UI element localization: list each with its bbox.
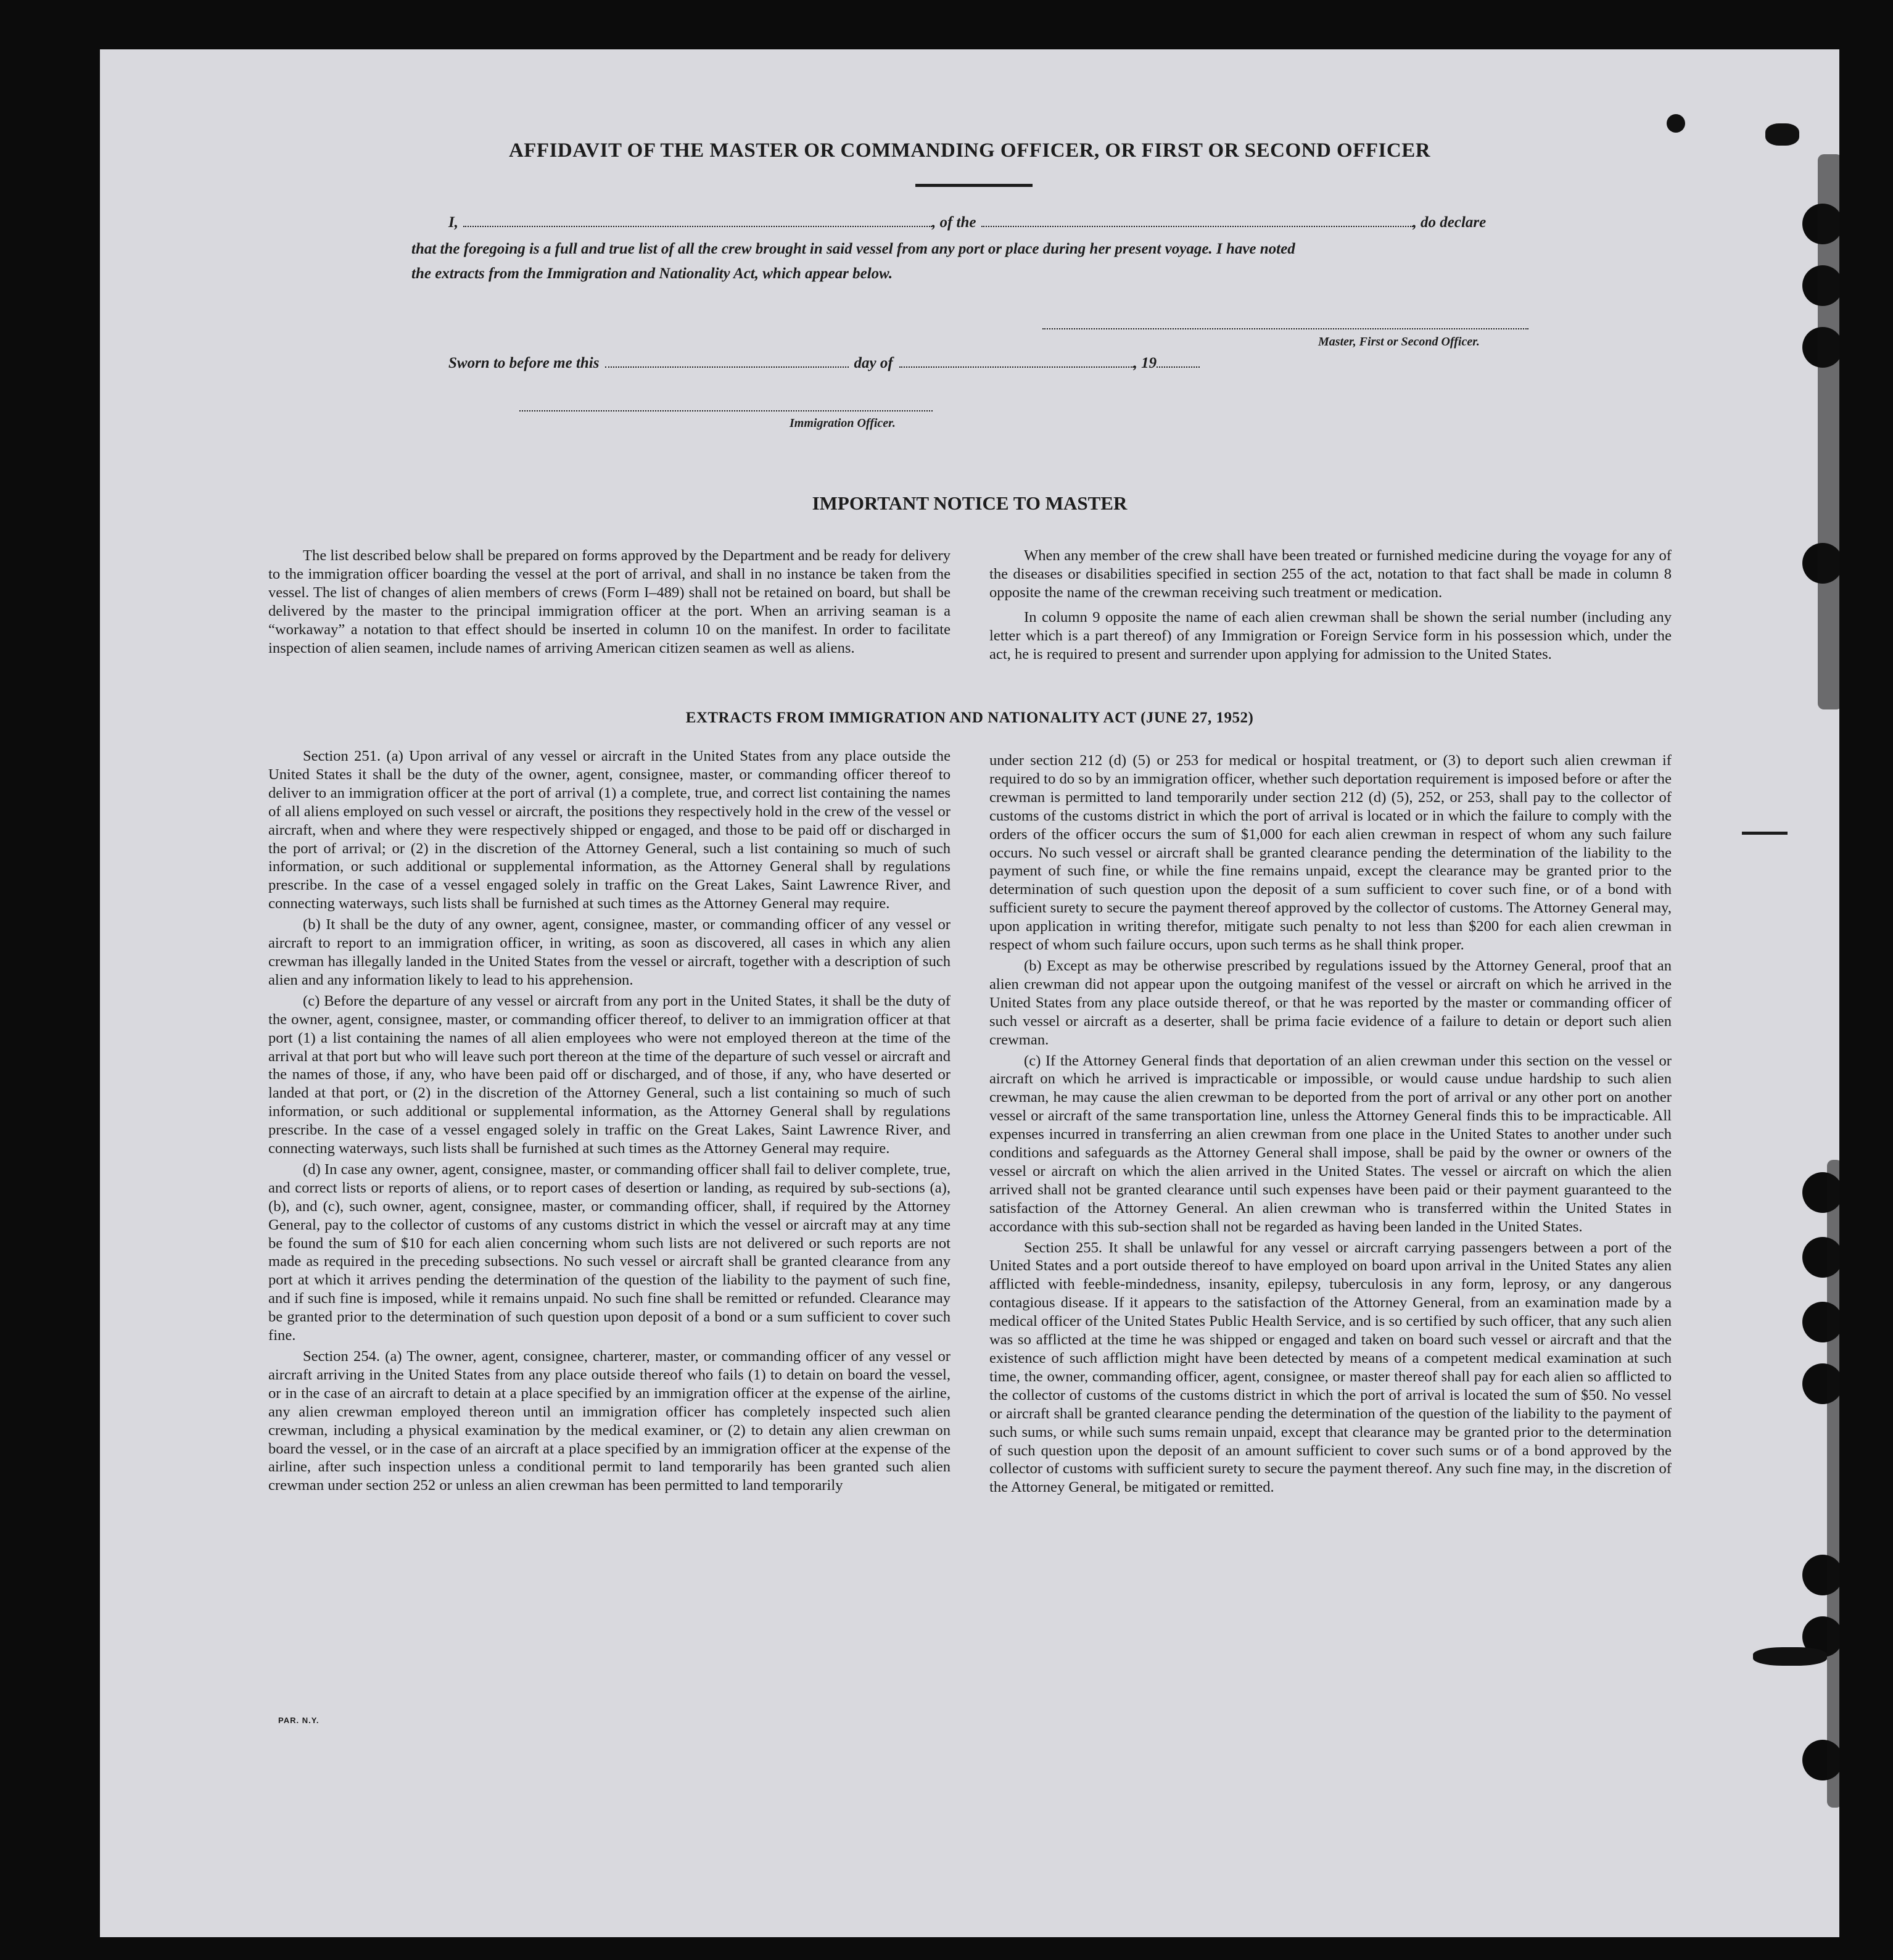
declarant-name-field[interactable] bbox=[463, 215, 932, 227]
section-251-c: (c) Before the departure of any vessel or aircraft from any port in the United States, it shall be the duty of the owner, agent, consignee, master, or commanding officer thereof, to deliver to an immigration officer at that port (1) a list containing the names of all alien employees who were not employed thereon at the time of the arrival at that port but who will leave such port thereon at the time of the departure of such vessel or aircraft and the names of those, if any, who have been paid off or discharged, and of those, if any, who have deserted or landed at that port, or (2) in the discretion of the Attorney General, such a list containing so much of such information, or such additional or supplemental information, as the Attorney General shall by regulations prescribe. In the case of a vessel engaged solely in traffic on the Great Lakes, Saint Lawrence River, and connecting waterways, such lists shall be furnished at such times as the Attorney General may require. bbox=[268, 992, 951, 1157]
section-254-a: Section 254. (a) The owner, agent, consignee, charterer, master, or commanding officer of any vessel or aircraft arriving in the United States from any place outside thereof who fails (1) to detain on board the vessel, or in the case of an aircraft to detain at a place specified by an immigration officer at the expense of the airline, any alien crewman employed thereon until an immigration officer has completely inspected such alien crewman, including a physical examination by the medical examiner, or (2) to detain any alien crewman on board the vessel, or in the case of an aircraft at a place specified by an immigration officer at the expense of the airline, after such inspection unless a conditional permit to land temporarily has been granted such alien crewman under section 252 or unless an alien crewman has been permitted to land temporarily bbox=[268, 1348, 951, 1494]
section-254-a-cont: under section 212 (d) (5) or 253 for medical or hospital treatment, or (3) to deport such alien crewman if required to do so by an immigration officer, whether such deportation requirement is imposed before or after the crewman is permitted to land temporarily under section 212 (d) (5), 252, or 253, shall pay to the collector of customs of the customs district in which the port of arrival is located or in which the failure to comply with the orders of the officer occurs the sum of $1,000 for each alien crewman in respect of whom any such failure occurs. No such vessel or aircraft shall be granted clearance pending the determination of the liability to the payment of such fine, or while the fine remains unpaid, except the clearance may be granted prior to the determination of such question upon the deposit of a sum sufficient to cover such fine, or of a bond with sufficient surety to secure the payment thereof approved by the collector of customs. The Attorney General may, upon application in writing therefor, mitigate such penalty to not less than $200 for each alien crewman in respect of whom such failure occurs, upon such terms as he shall think proper. bbox=[989, 752, 1672, 954]
sworn-day-field[interactable] bbox=[605, 355, 849, 368]
section-251-d: (d) In case any owner, agent, consignee, master, or commanding officer shall fail to deliver complete, true, and correct lists or reports of aliens, or to report cases of desertion or landing, as required by sub-sections (a), (b), and (c), such owner, agent, consignee, master, or commanding officer, shall, if required by the Attorney General, pay to the collector of customs of any customs district in which the vessel or aircraft may at any time be found the sum of $10 for each alien concerning whom such lists are not delivered or such reports are not made as required in the preceding subsections. No such vessel or aircraft shall be granted clearance from any port at which it arrives pending the determination of the question of the liability to the payment of such fine, and if such fine is imposed, while it remains unpaid. No such fine shall be remitted or refunded. Clearance may be granted prior to the determination of such question upon deposit of a bond or a sum sufficient to cover such fine. bbox=[268, 1160, 951, 1344]
section-251-a: Section 251. (a) Upon arrival of any vessel or aircraft in the United States from any place outside the United States it shall be the duty of the owner, agent, consignee, master, or commanding officer thereof to deliver to an immigration officer at the port of arrival (1) a complete, true, and correct list containing the names of all aliens employed on such vessel or aircraft, the positions they respectively hold in the crew of the vessel or aircraft, when and where they were respectively shipped or engaged, and those to be paid off or discharged in the port of arrival; or (2) in the discretion of the Attorney General, such a list containing so much of such information, or such additional or supplemental information, as the Attorney General shall by regulations prescribe. In the case of a vessel engaged solely in traffic on the Great Lakes, Saint Lawrence River, and connecting waterways, such lists shall be furnished at such times as the Attorney General may require. bbox=[268, 748, 951, 912]
notice-title: IMPORTANT NOTICE TO MASTER bbox=[812, 492, 1128, 514]
declaration-i: I, bbox=[448, 214, 458, 231]
section-254-b: (b) Except as may be otherwise prescribed by regulations issued by the Attorney General, proof that an alien crewman did not appear upon the outgoing manifest of the vessel or aircraft on which he arrived in the United States from any place outside thereof, or that he was reported by the master or commanding officer of such vessel or aircraft as a deserter, shall be prima facie evidence of a failure to detain or deport such alien crewman. bbox=[989, 957, 1672, 1048]
sworn-year-field[interactable] bbox=[1157, 355, 1200, 368]
ink-blot bbox=[1667, 114, 1685, 133]
printer-code: PAR. N.Y. bbox=[278, 1716, 320, 1725]
notice-left-paragraph: The list described below shall be prepared on forms approved by the Department and be ready for delivery to the immigration officer boarding the vessel at the port of arrival, and shall in no instance be taken from the vessel. The list of changes of alien members of crews (Form I–489) shall not be retained on board, but shall be delivered by the master to the principal immigration officer at the port. When an arriving seaman is a “workaway” a notation to that effect should be inserted in column 10 on the manifest. In order to facilitate inspection of alien seamen, include names of arriving American citizen seamen as well as aliens. bbox=[268, 547, 951, 656]
extracts-left-column bbox=[268, 747, 951, 1497]
document-page bbox=[100, 49, 1839, 1937]
section-254-c: (c) If the Attorney General finds that deportation of an alien crewman under this section on the vessel or aircraft on which he arrived is impracticable or impossible, or would cause undue hardship to such alien crewman, he may cause the alien crewman to be deported from the port of arrival or any other port on another vessel or aircraft of the same transportation line, unless the Attorney General finds this to be impracticable. All expenses incurred in transferring an alien crewman from one place in the United States to another under such conditions and safeguards as the Attorney General shall impose, shall be paid by the owner or owners of the vessel or aircraft on which the alien arrived in the United States. The vessel or aircraft on which the alien arrived shall not be granted clearance until such expenses have been paid or their payment guaranteed to the satisfaction of the Attorney General. An alien crewman who is transferred within the United States in accordance with this sub-section shall not be regarded as having been landed in the United States. bbox=[989, 1052, 1672, 1235]
declaration-body-1: that the foregoing is a full and true list of all the crew brought in said vessel from any port or place during her present voyage. I have noted bbox=[411, 241, 1295, 257]
year-prefix: , 19 bbox=[1133, 355, 1157, 371]
declaration-of-the: , of the bbox=[931, 214, 976, 231]
sworn-month-field[interactable] bbox=[899, 355, 1134, 368]
declaration-body-2: the extracts from the Immigration and Nationality Act, which appear below. bbox=[411, 265, 893, 282]
declaration-end: , do declare bbox=[1413, 214, 1487, 231]
notice-right-paragraph-1: When any member of the crew shall have been treated or furnished medicine during the voyage for any of the diseases or disabilities specified in section 255 of the act, notation to that fact shall be made in column 8 opposite the name of the crewman receiving such treatment or medication. bbox=[989, 547, 1672, 601]
vessel-name-field[interactable] bbox=[981, 215, 1413, 227]
declaration-line bbox=[448, 214, 1707, 231]
notice-left-column bbox=[268, 547, 951, 660]
section-255: Section 255. It shall be unlawful for any vessel or aircraft carrying passengers between a port of the United States and a port outside thereof to have employed on board upon arrival in the United States any alien afflicted with feeble-mindedness, insanity, epilepsy, tuberculosis in any form, leprosy, or any dangerous contagious disease. If it appears to the satisfaction of the Attorney General, from an examination made by a medical officer of the United States Public Health Service, and is so certified by such officer, that any such alien was so afflicted at the time he was shipped or engaged and taken on board such vessel or aircraft and that the existence of such affliction might have been detected by means of a competent medical examination at such time, the owner, commanding officer, agent, consignee, or master thereof shall pay for each alien so afflicted to the collector of customs of the customs district in which the port of arrival is located the sum of $50. No vessel or aircraft shall be granted clearance pending the determination of the question of the liability to the payment of such sums, or while such sums remain unpaid, except that clearance may be granted prior to the determination of such question upon the deposit of an amount sufficient to cover such sums or of a bond approved by the collector of customs with sufficient surety to secure the payment thereof. Any such fine may, in the discretion of the Attorney General, be mitigated or remitted. bbox=[989, 1239, 1672, 1496]
section-251-b: (b) It shall be the duty of any owner, agent, consignee, master, or commanding officer of any vessel or aircraft to report to an immigration officer, in writing, as soon as discovered, all cases in which any alien crewman has illegally landed in the United States from the vessel or aircraft, together with a description of such alien and any information likely to lead to his apprehension. bbox=[268, 916, 951, 988]
officer-signature-line[interactable] bbox=[519, 410, 933, 411]
master-signature-line[interactable] bbox=[1042, 328, 1528, 329]
notice-right-column bbox=[989, 547, 1672, 666]
extracts-title: EXTRACTS FROM IMMIGRATION AND NATIONALITY ACT (JUNE 27, 1952) bbox=[685, 709, 1254, 726]
sworn-line bbox=[448, 355, 1200, 372]
officer-signature-label: Immigration Officer. bbox=[790, 416, 896, 430]
affidavit-title: AFFIDAVIT OF THE MASTER OR COMMANDING OFFICER, OR FIRST OR SECOND OFFICER bbox=[508, 139, 1431, 162]
title-divider bbox=[915, 184, 1033, 187]
margin-mark bbox=[1742, 832, 1788, 835]
notice-right-paragraph-2: In column 9 opposite the name of each alien crewman shall be shown the serial number (including any letter which is a part thereof) of any Immigration or Foreign Service form in his possession which, under the act, he is required to present and surrender upon applying for admission to the United States. bbox=[989, 608, 1672, 663]
day-of-label: day of bbox=[854, 355, 893, 371]
sworn-label: Sworn to before me this bbox=[448, 355, 600, 371]
extracts-right-column bbox=[989, 751, 1672, 1499]
master-signature-label: Master, First or Second Officer. bbox=[1318, 335, 1480, 349]
